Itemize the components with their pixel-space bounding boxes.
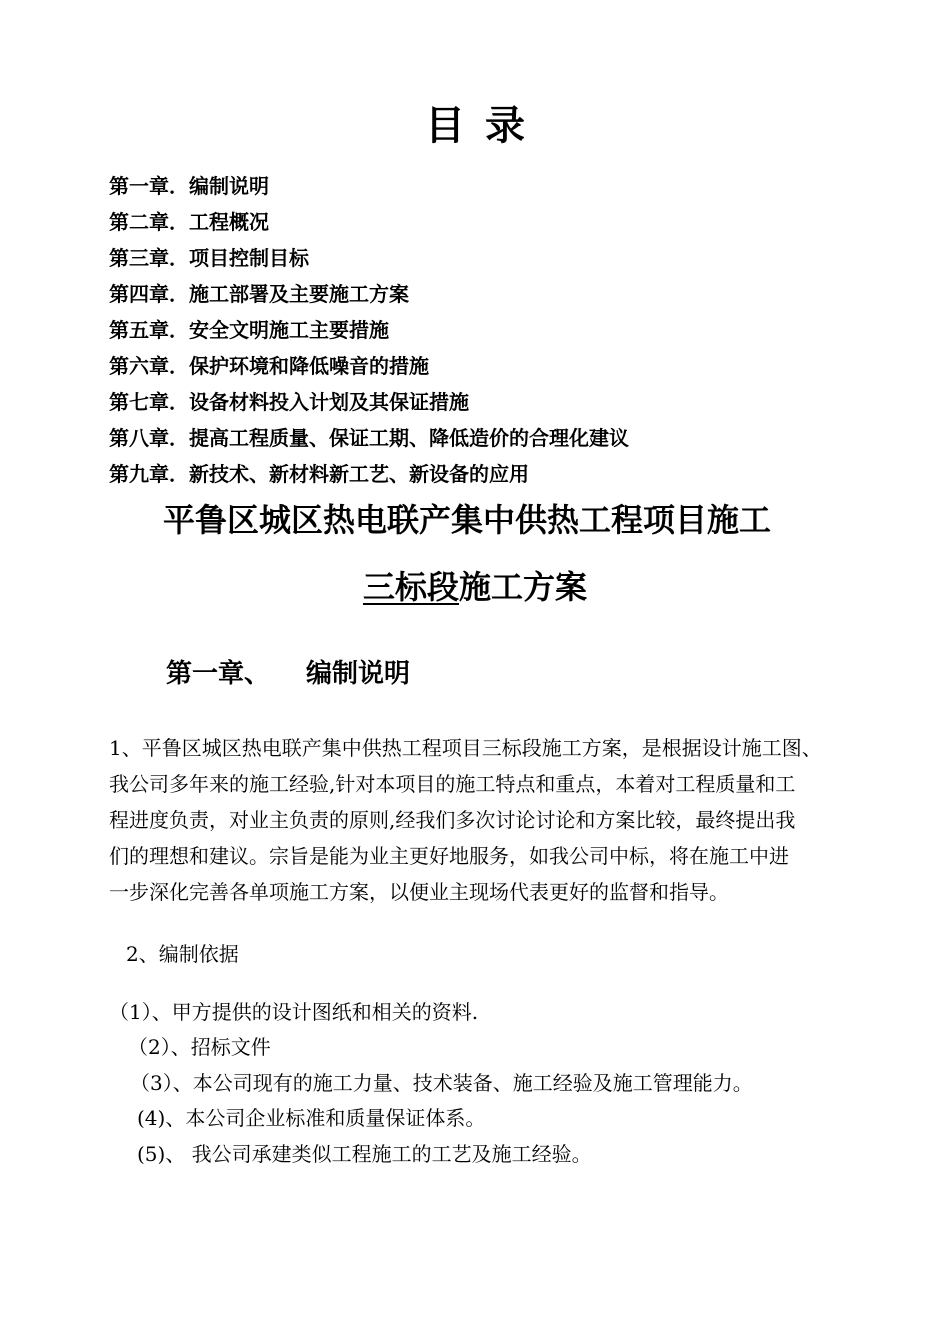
toc-item-1: 第一章．编制说明 [109, 174, 269, 198]
paragraph-line: 们的理想和建议。宗旨是能为业主更好地服务，如我公司中标，将在施工中进 [109, 844, 789, 868]
toc-list [109, 168, 629, 492]
toc-item-4: 第四章．施工部署及主要施工方案 [109, 282, 409, 306]
toc-item-3: 第三章．项目控制目标 [109, 246, 309, 270]
document-title-line-2 [0, 564, 950, 610]
basis-item-5: (5)、 我公司承建类似工程施工的工艺及施工经验。 [137, 1142, 592, 1166]
chapter-heading [166, 654, 410, 694]
paragraph-line: 1、平鲁区城区热电联产集中供热工程项目三标段施工方案，是根据设计施工图、 [109, 736, 822, 760]
basis-heading: 2、编制依据 [126, 942, 239, 966]
title-rest-segment: 施工方案 [459, 568, 588, 606]
basis-item-1: （1）、甲方提供的设计图纸和相关的资料. [109, 1000, 479, 1024]
toc-item-5: 第五章．安全文明施工主要措施 [109, 318, 389, 342]
intro-paragraph [109, 730, 899, 910]
toc-item-9: 第九章．新技术、新材料新工艺、新设备的应用 [109, 462, 529, 486]
basis-item-2: （2）、招标文件 [128, 1035, 271, 1059]
toc-item-6: 第六章．保护环境和降低噪音的措施 [109, 354, 429, 378]
paragraph-line: 我公司多年来的施工经验,针对本项目的施工特点和重点，本着对工程质量和工 [109, 772, 796, 796]
paragraph-line: 程进度负责，对业主负责的原则,经我们多次讨论讨论和方案比较，最终提出我 [109, 808, 796, 832]
toc-item-7: 第七章．设备材料投入计划及其保证措施 [109, 390, 469, 414]
title-underlined-segment: 三标段 [362, 568, 459, 606]
paragraph-line: 一步深化完善各单项施工方案，以便业主现场代表更好的监督和指导。 [109, 880, 729, 904]
chapter-number: 第一章、 [166, 659, 271, 689]
toc-title: 目录 [425, 103, 545, 149]
chapter-title: 编制说明 [306, 659, 411, 689]
basis-item-3: （3）、本公司现有的施工力量、技术装备、施工经验及施工管理能力。 [130, 1071, 753, 1095]
toc-item-2: 第二章．工程概况 [109, 210, 269, 234]
toc-item-8: 第八章．提高工程质量、保证工期、降低造价的合理化建议 [109, 426, 629, 450]
document-title-line-1: 平鲁区城区热电联产集中供热工程项目施工 [163, 501, 772, 539]
basis-item-4: (4)、本公司企业标准和质量保证体系。 [137, 1106, 486, 1130]
